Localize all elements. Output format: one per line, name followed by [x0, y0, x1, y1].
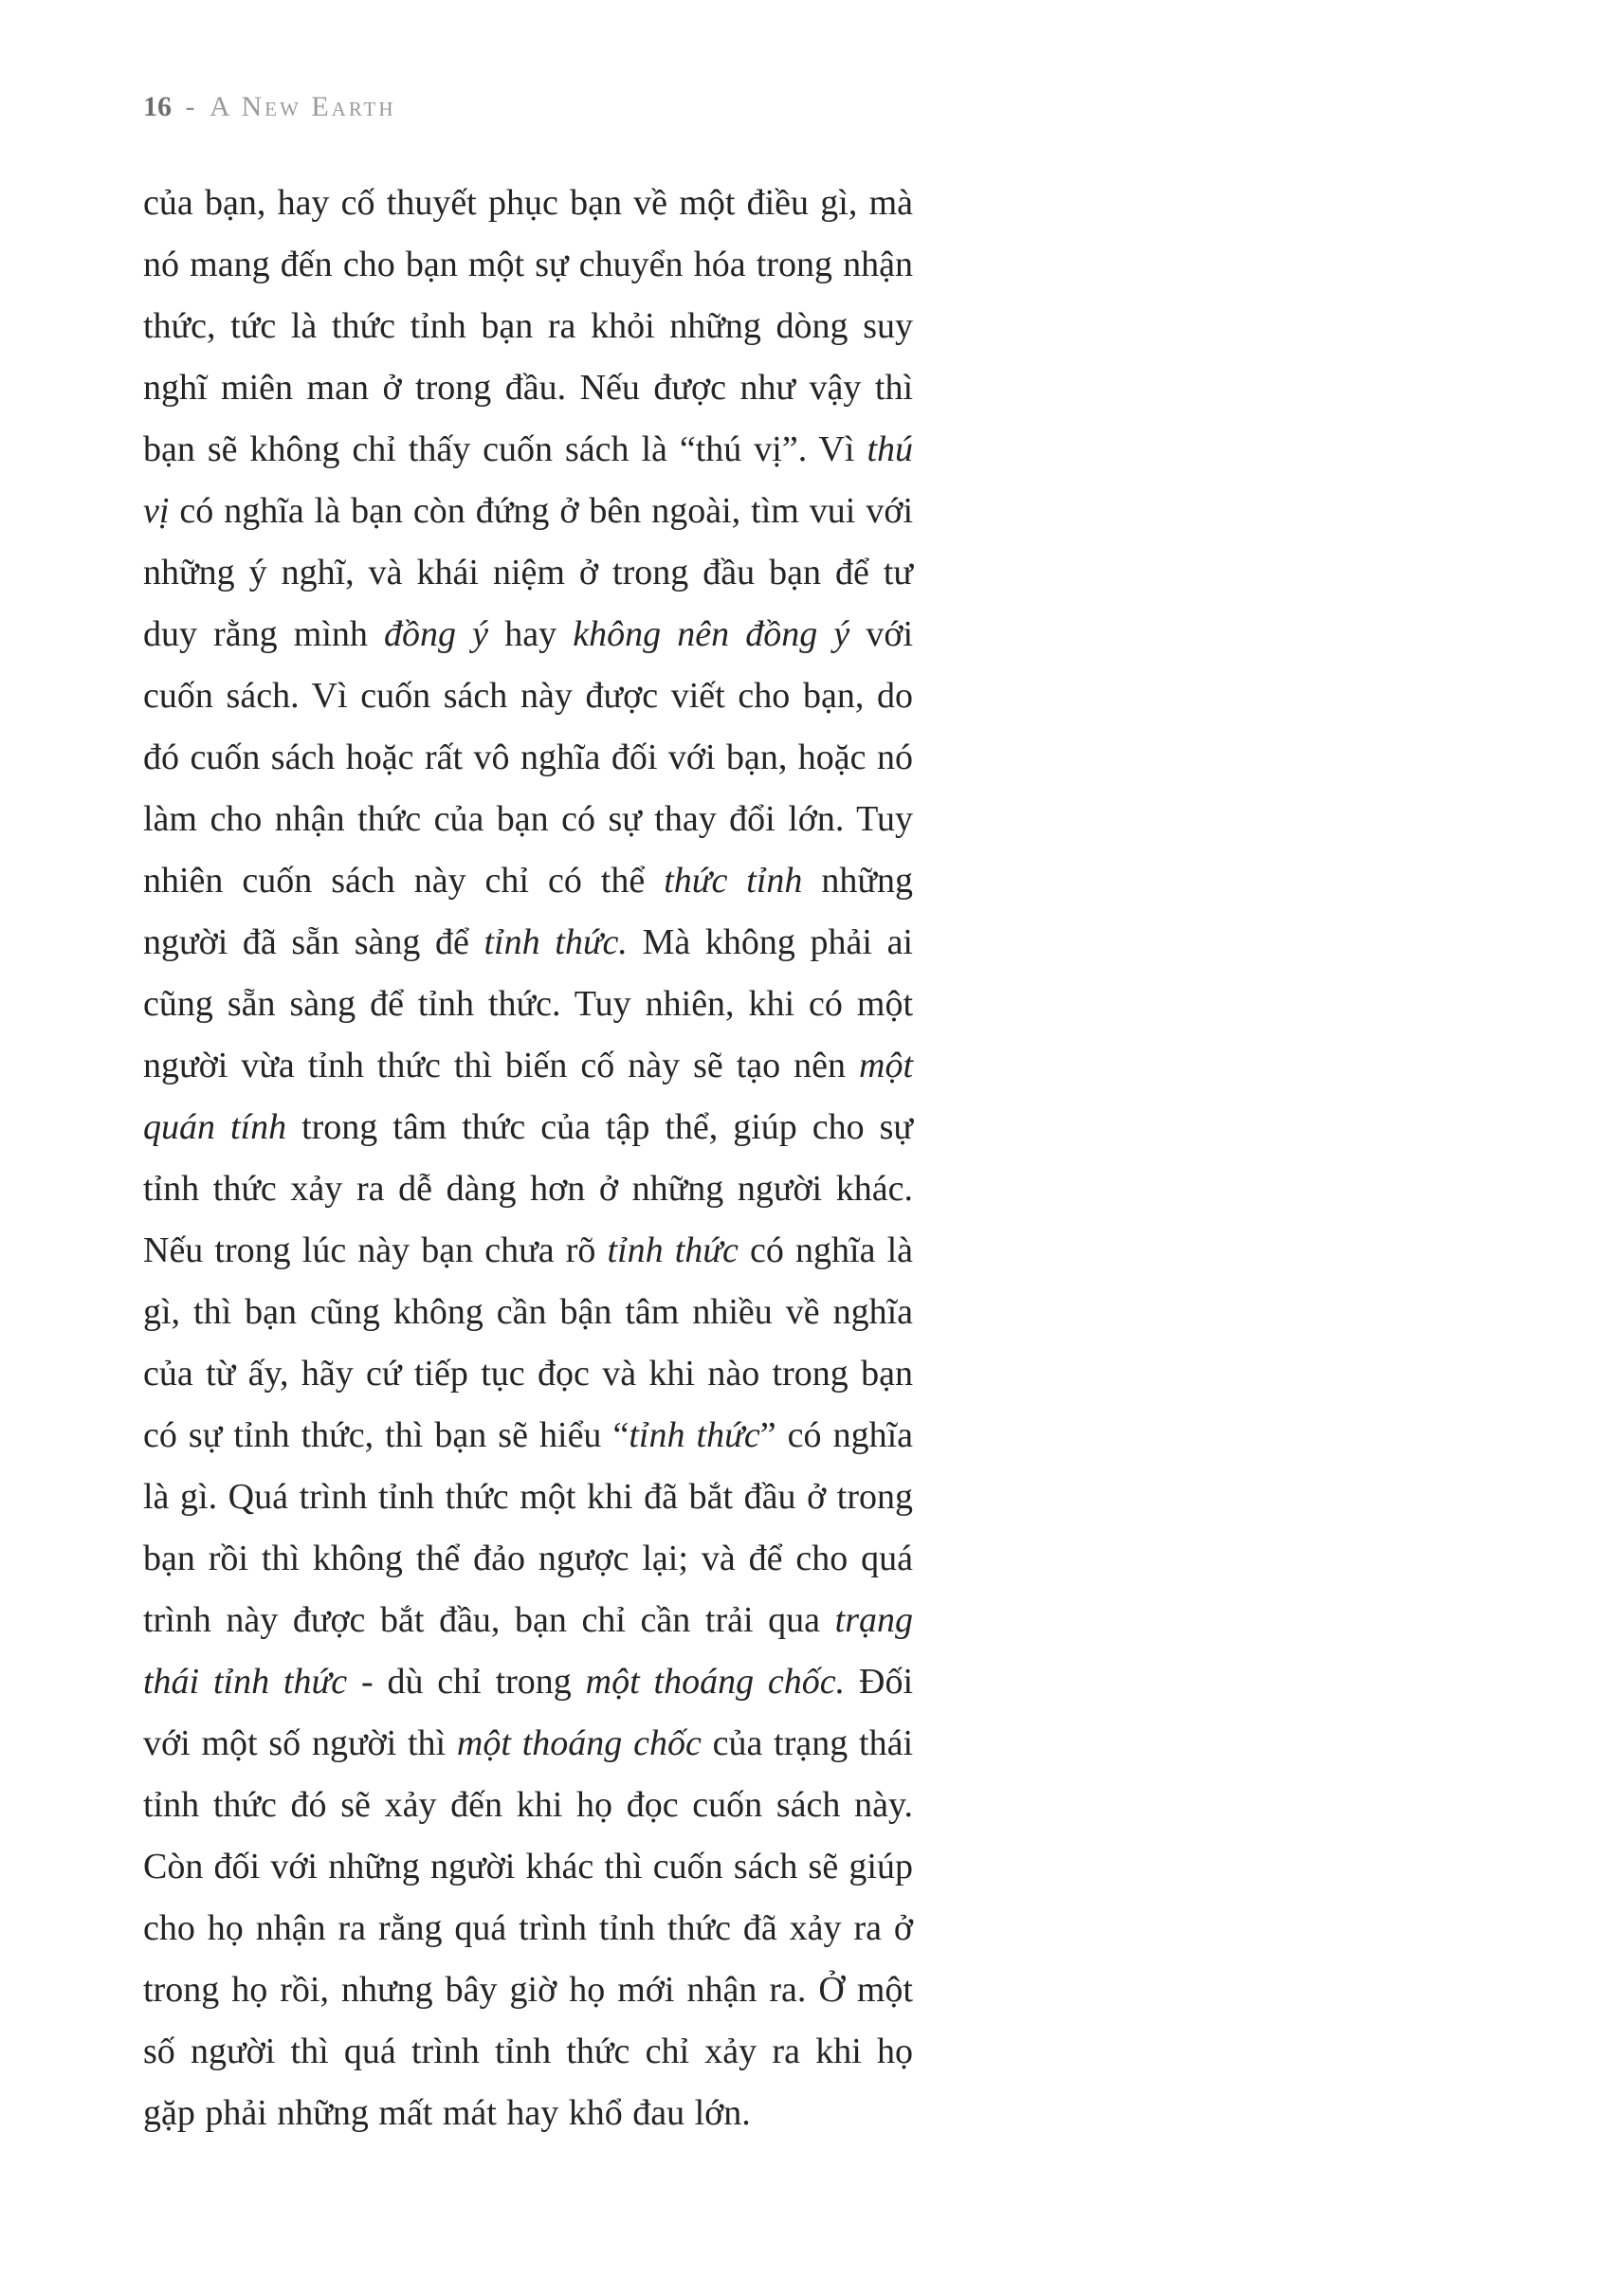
italic-text-segment: tỉnh thức: [607, 1230, 739, 1270]
text-segment: Mà không phải ai cũng sẵn sàng để tỉnh thức. Tuy nhiên, khi có một người vừa tỉnh thức thì biến cố này sẽ tạo nên: [143, 922, 913, 1085]
running-header: [143, 91, 396, 123]
text-segment: - dù chỉ trong: [347, 1662, 586, 1702]
italic-text-segment: đồng ý: [384, 614, 489, 654]
italic-text-segment: một thoáng chốc.: [585, 1662, 846, 1702]
text-segment: có nghĩa là gì, thì bạn cũng không cần bận tâm nhiều về nghĩa của từ ấy, hãy cứ tiếp tục đọc và khi nào trong bạn có sự tỉnh thức, thì bạn sẽ hiểu “: [143, 1230, 913, 1455]
book-title: A New Earth: [210, 91, 396, 122]
italic-text-segment: tỉnh thức: [629, 1415, 760, 1455]
italic-text-segment: trạng thái tỉnh thức: [143, 1600, 913, 1702]
page-number: 16: [143, 91, 172, 122]
text-segment: ” có nghĩa là gì. Quá trình tỉnh thức một khi đã bắt đầu ở trong bạn rồi thì không thể đảo ngược lại; và để cho quá trình này được bắt đầu, bạn chỉ cần trải qua: [143, 1415, 914, 1640]
italic-text-segment: thức tỉnh: [664, 861, 803, 901]
italic-text-segment: không nên đồng ý: [573, 614, 850, 654]
text-segment: của bạn, hay cố thuyết phục bạn về một điều gì, mà nó mang đến cho bạn một sự chuyển hóa trong nhận thức, tức là thức tỉnh bạn ra khỏi những dòng suy nghĩ miên man ở trong đầu. Nếu được như vậy thì bạn sẽ không chỉ thấy cuốn sách là “thú vị”. Vì: [143, 183, 913, 469]
text-segment: Đối với một số người thì: [143, 1662, 914, 1763]
text-segment: của trạng thái tỉnh thức đó sẽ xảy đến khi họ đọc cuốn sách này. Còn đối với những người khác thì cuốn sách sẽ giúp cho họ nhận ra rằng quá trình tỉnh thức đã xảy ra ở trong họ rồi, nhưng bây giờ họ mới nhận ra. Ở một số người thì quá trình tỉnh thức chỉ xảy ra khi họ gặp phải những mất mát hay khổ đau lớn.: [143, 1723, 913, 2133]
text-segment: trong tâm thức của tập thể, giúp cho sự tỉnh thức xảy ra dễ dàng hơn ở những người khác. Nếu trong lúc này bạn chưa rõ: [143, 1107, 913, 1270]
italic-text-segment: tỉnh thức.: [484, 922, 628, 962]
italic-text-segment: một quán tính: [143, 1046, 913, 1147]
body-text: [143, 173, 913, 2144]
italic-text-segment: thú vị: [143, 429, 913, 531]
text-segment: với cuốn sách. Vì cuốn sách này được viết cho bạn, do đó cuốn sách hoặc rất vô nghĩa đối với bạn, hoặc nó làm cho nhận thức của bạn có sự thay đổi lớn. Tuy nhiên cuốn sách này chỉ có thể: [143, 614, 914, 901]
italic-text-segment: một thoáng chốc: [456, 1723, 702, 1763]
text-segment: những người đã sẵn sàng để: [143, 861, 914, 962]
header-separator: -: [185, 91, 196, 122]
text-segment: hay: [488, 614, 574, 654]
text-segment: có nghĩa là bạn còn đứng ở bên ngoài, tìm vui với những ý nghĩ, và khái niệm ở trong đầu bạn để tư duy rằng mình: [143, 491, 913, 654]
